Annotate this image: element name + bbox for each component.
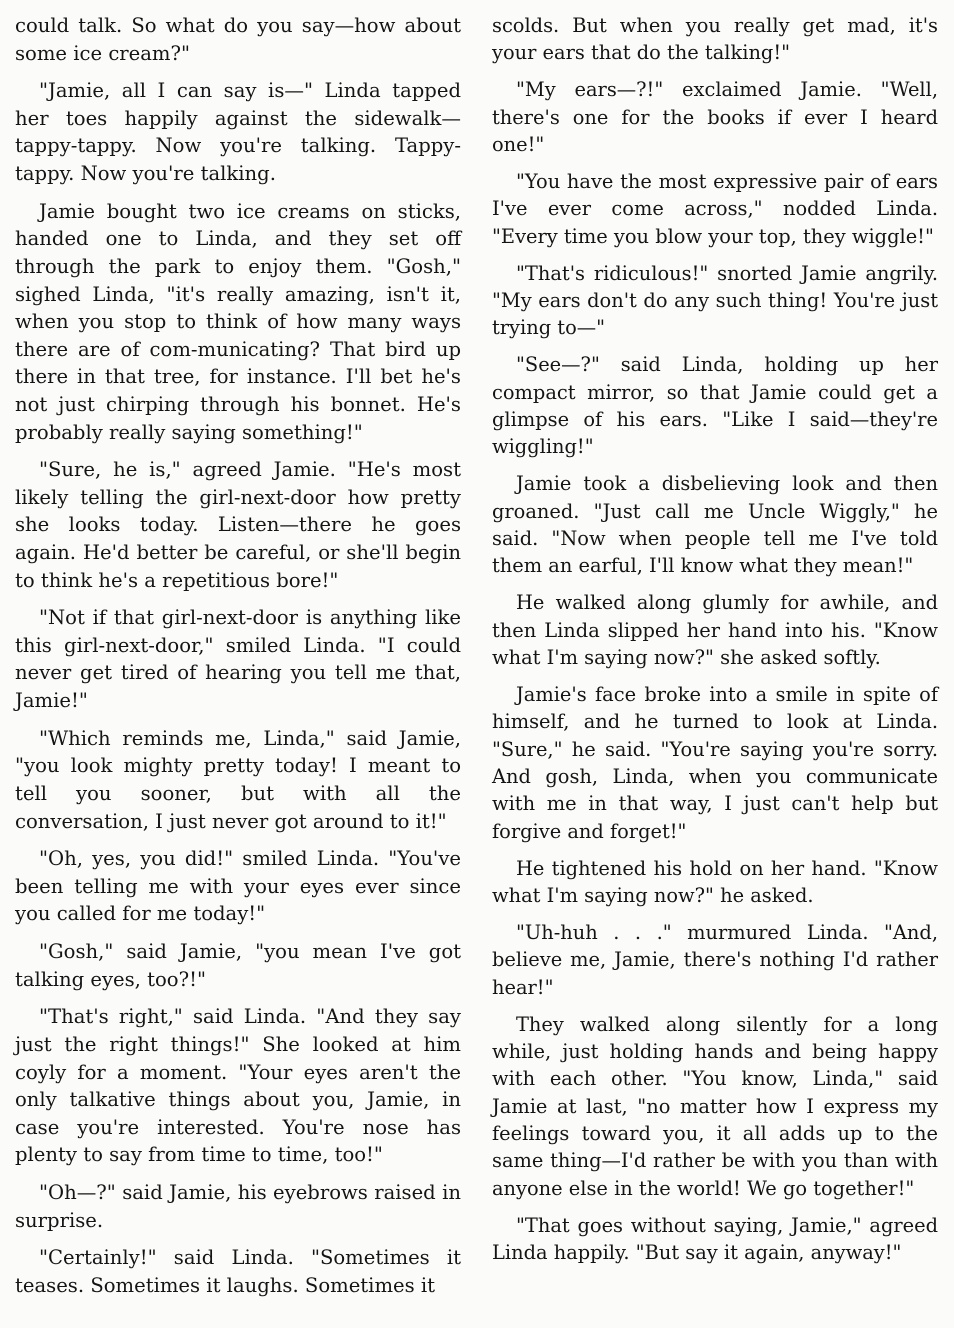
paragraph: "Gosh," said Jamie, "you mean I've got talking eyes, too?!" bbox=[15, 940, 461, 991]
column-gutter bbox=[470, 0, 471, 1328]
paragraph: They walked along silently for a long while, just holding hands and being happy with each other. "You know, Linda," said Jamie at last, "no matter how I express my feelings toward you, it all adds up to the same thing—I'd rather be with you than with anyone else in the world! We go together!" bbox=[492, 1012, 938, 1200]
paragraph: "My ears—?!" exclaimed Jamie. "Well, there's one for the books if ever I heard one!" bbox=[492, 78, 938, 156]
paragraph: He walked along glumly for awhile, and then Linda slipped her hand into his. "Know what I'm saying now?" she asked softly. bbox=[492, 591, 938, 670]
paragraph: "Jamie, all I can say is—" Linda tapped her toes happily against the sidewalk—tappy-tappy. Now you're talking. Tappy-tappy. Now you're talking. bbox=[15, 79, 461, 186]
paragraph: "Oh—?" said Jamie, his eyebrows raised in surprise. bbox=[15, 1181, 461, 1232]
paragraph: "You have the most expressive pair of ears I've ever come across," nodded Linda. "Every time you blow your top, they wiggle!" bbox=[492, 170, 938, 248]
paragraph: "Which reminds me, Linda," said Jamie, "you look mighty pretty today! I meant to tell you sooner, but with all the conversation, I just never got around to it!" bbox=[15, 726, 461, 833]
paragraph: scolds. But when you really get mad, it's your ears that do the talking!" bbox=[492, 14, 938, 65]
paragraph: He tightened his hold on her hand. "Know what I'm saying now?" he asked. bbox=[492, 856, 938, 907]
paragraph: Jamie bought two ice creams on sticks, handed one to Linda, and they set off through the park to enjoy them. "Gosh," sighed Linda, "it's really amazing, isn't it, when you stop to think of how many ways there are of com-municating? That bird up there in that tree, for instance. I'll bet he's not just chirping through his bonnet. He's probably really saying something!" bbox=[15, 199, 461, 444]
right-column bbox=[492, 12, 938, 1276]
paragraph: Jamie took a disbelieving look and then groaned. "Just call me Uncle Wiggly," he said. "Now when people tell me I've told them an earful, I'll know what they mean!" bbox=[492, 472, 938, 578]
paragraph: "That's ridiculous!" snorted Jamie angrily. "My ears don't do any such thing! You're just trying to—" bbox=[492, 261, 938, 340]
paragraph: "Certainly!" said Linda. "Sometimes it teases. Sometimes it laughs. Sometimes it bbox=[15, 1246, 461, 1297]
paragraph: "Not if that girl-next-door is anything like this girl-next-door," smiled Linda. "I could never get tired of hearing you tell me that, Jamie!" bbox=[15, 606, 461, 713]
paragraph: "That's right," said Linda. "And they say just the right things!" She looked at him coyly for a moment. "Your eyes aren't the only talkative things about you, Jamie, in case you're interested. You're nose has plenty to say from time to time, too!" bbox=[15, 1005, 461, 1167]
paragraph: "Uh-huh . . ." murmured Linda. "And, believe me, Jamie, there's nothing I'd rather hear!" bbox=[492, 921, 938, 999]
paragraph: "Sure, he is," agreed Jamie. "He's most likely telling the girl-next-door how pretty she looks today. Listen—there he goes again. He'd better be careful, or she'll begin to think he's a repetitious bore!" bbox=[15, 458, 461, 592]
left-column bbox=[15, 12, 461, 1310]
paragraph: "Oh, yes, you did!" smiled Linda. "You've been telling me with your eyes ever since you called for me today!" bbox=[15, 847, 461, 926]
paragraph: could talk. So what do you say—how about some ice cream?" bbox=[15, 14, 461, 65]
paragraph: Jamie's face broke into a smile in spite of himself, and he turned to look at Linda. "Sure," he said. "You're saying you're sorry. And gosh, Linda, when you communicate with me in that way, I just can't help but forgive and forget!" bbox=[492, 683, 938, 843]
paragraph: "See—?" said Linda, holding up her compact mirror, so that Jamie could get a glimpse of his ears. "Like I said—they're wiggling!" bbox=[492, 353, 938, 459]
paragraph: "That goes without saying, Jamie," agreed Linda happily. "But say it again, anyway!" bbox=[492, 1213, 938, 1264]
